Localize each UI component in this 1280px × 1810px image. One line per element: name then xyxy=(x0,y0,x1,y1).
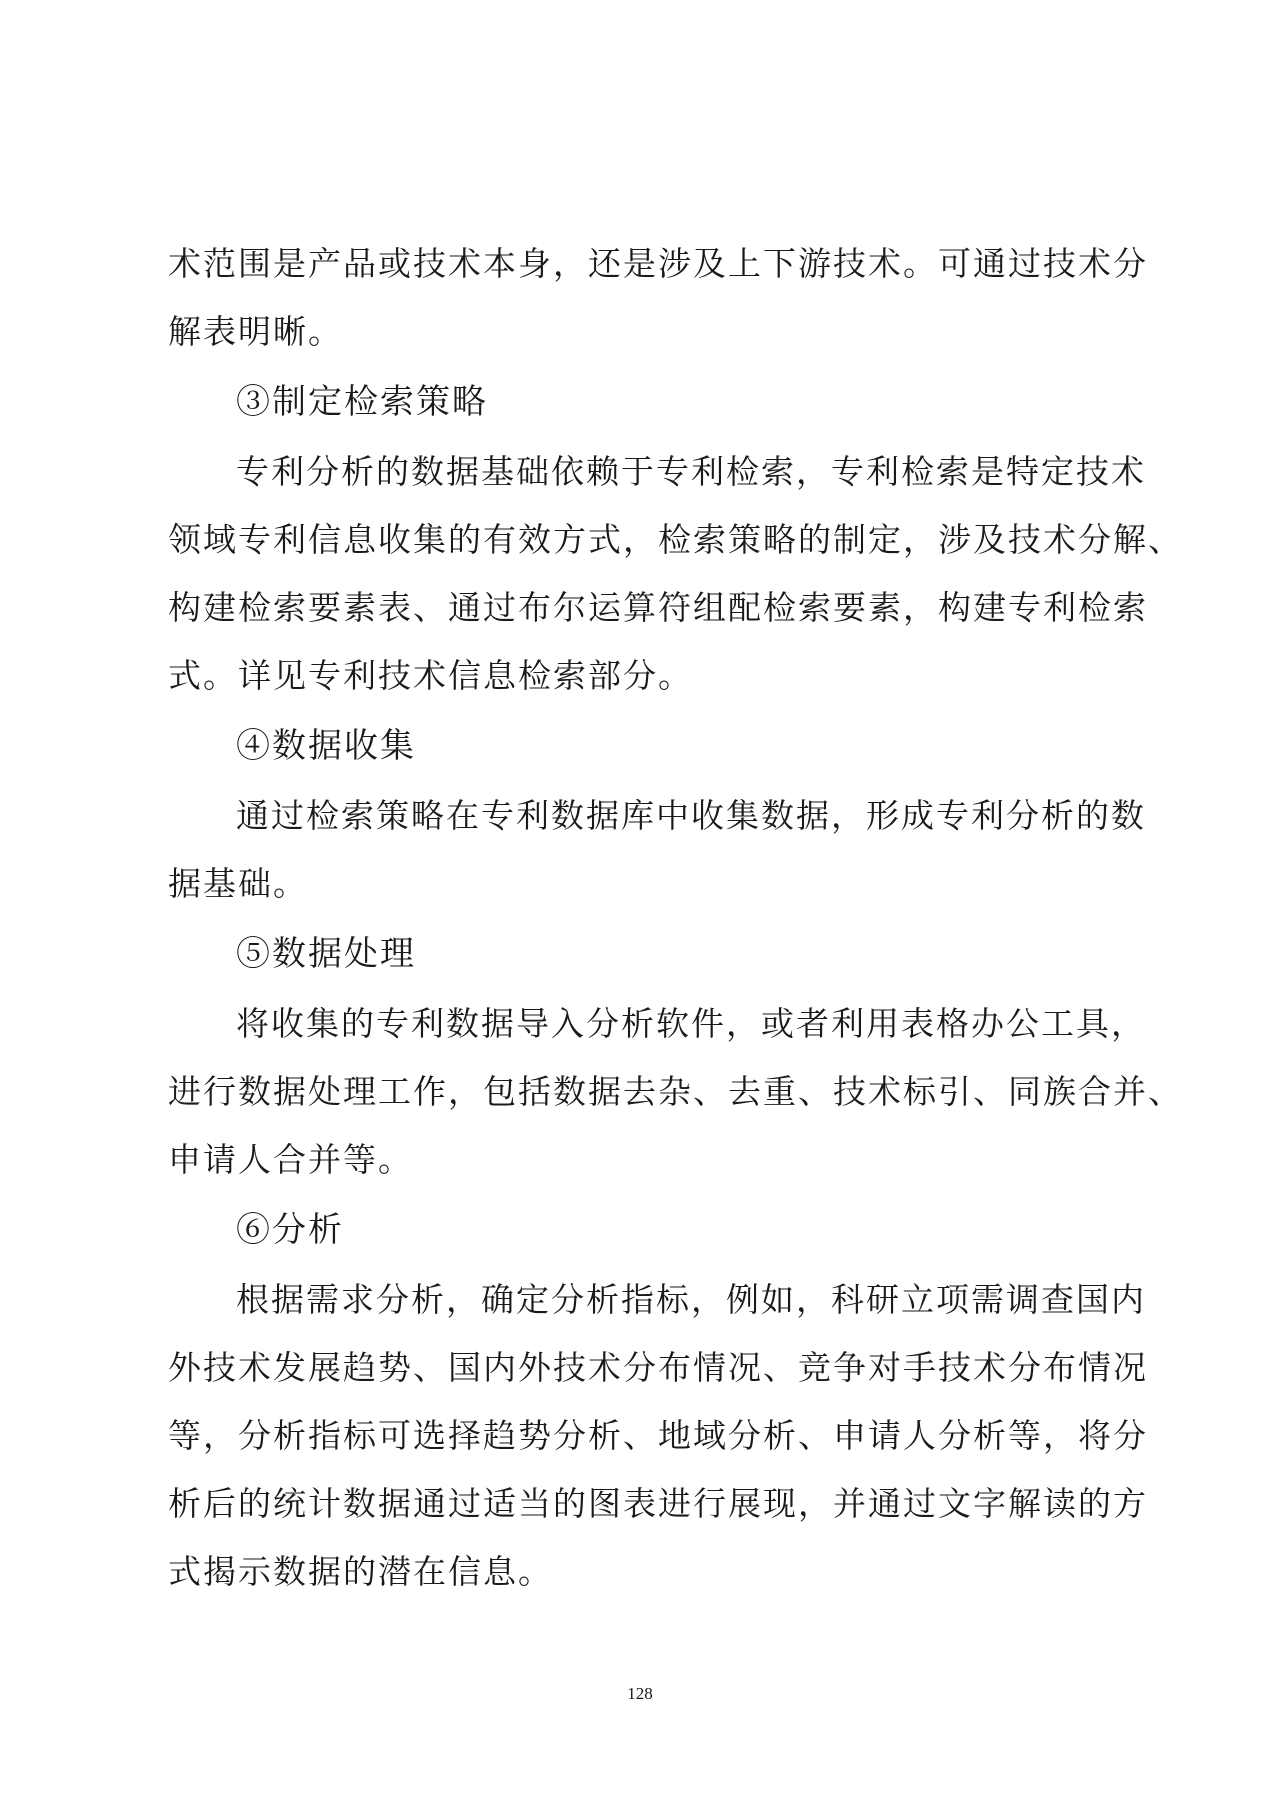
page-number: 128 xyxy=(627,1684,653,1703)
paragraph-line: 术范围是产品或技术本身，还是涉及上下游技术。可通过技术分 xyxy=(168,244,1148,283)
paragraph-line: 式揭示数据的潜在信息。 xyxy=(168,1552,553,1591)
paragraph-line: 外技术发展趋势、国内外技术分布情况、竞争对手技术分布情况 xyxy=(168,1348,1148,1387)
paragraph-line: 进行数据处理工作，包括数据去杂、去重、技术标引、同族合并、 xyxy=(168,1072,1183,1111)
paragraph-line: 析后的统计数据通过适当的图表进行展现，并通过文字解读的方 xyxy=(168,1484,1148,1523)
section-heading: ③制定检索策略 xyxy=(236,382,488,422)
section-heading: ⑤数据处理 xyxy=(236,934,416,974)
paragraph-line: 将收集的专利数据导入分析软件，或者利用表格办公工具， xyxy=(236,1004,1146,1043)
paragraph-line: 据基础。 xyxy=(168,864,308,903)
paragraph-line: 解表明晰。 xyxy=(168,312,343,351)
section-heading: ④数据收集 xyxy=(236,726,416,766)
section-heading: ⑥分析 xyxy=(236,1210,344,1250)
paragraph-line: 通过检索策略在专利数据库中收集数据，形成专利分析的数 xyxy=(236,796,1146,835)
paragraph-line: 申请人合并等。 xyxy=(168,1140,413,1179)
paragraph-line: 式。详见专利技术信息检索部分。 xyxy=(168,656,693,695)
paragraph-line: 根据需求分析，确定分析指标，例如，科研立项需调查国内 xyxy=(236,1280,1146,1319)
paragraph-line: 领域专利信息收集的有效方式，检索策略的制定，涉及技术分解、 xyxy=(168,520,1183,559)
paragraph-line: 专利分析的数据基础依赖于专利检索，专利检索是特定技术 xyxy=(236,452,1146,491)
paragraph-line: 等，分析指标可选择趋势分析、地域分析、申请人分析等，将分 xyxy=(168,1416,1148,1455)
paragraph-line: 构建检索要素表、通过布尔运算符组配检索要素，构建专利检索 xyxy=(168,588,1148,627)
